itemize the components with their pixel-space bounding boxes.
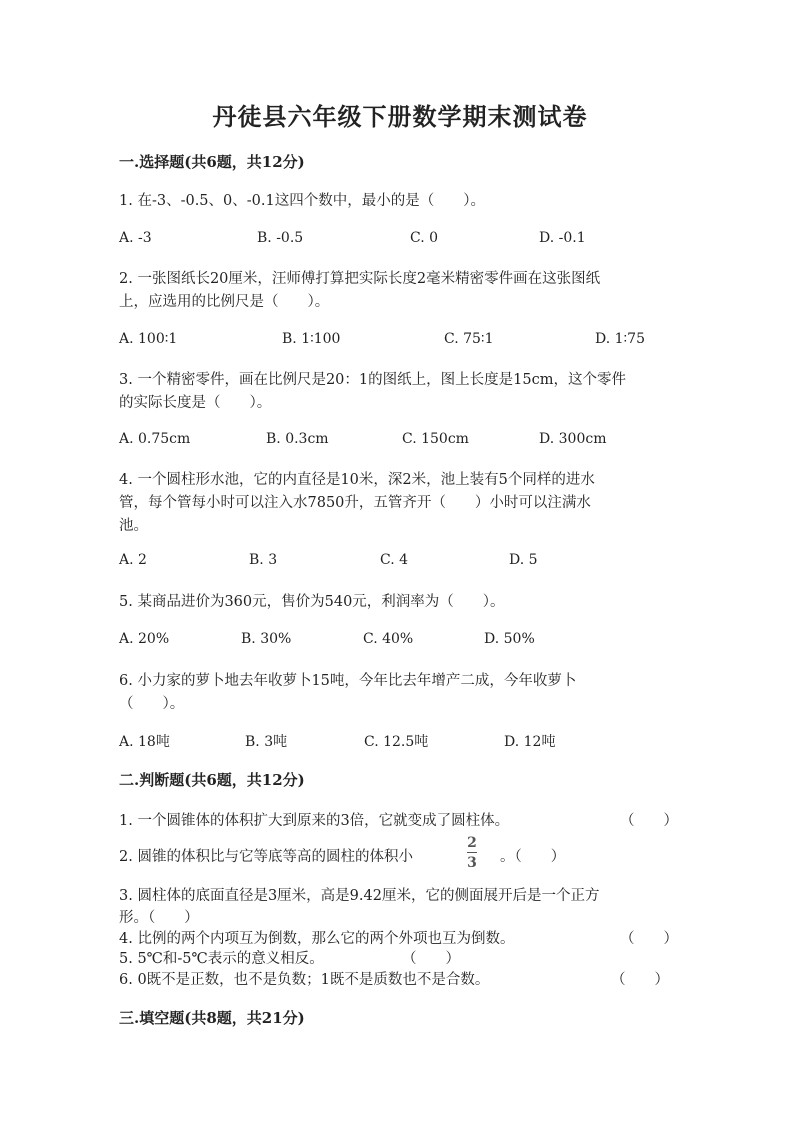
answer-paren: （ ） bbox=[620, 813, 678, 829]
question-text: 上，应选用的比例尺是（ ）。 bbox=[119, 294, 330, 310]
fraction-bar bbox=[467, 852, 477, 853]
option-b: B. -0.5 bbox=[257, 230, 304, 246]
fraction bbox=[467, 836, 477, 870]
question-text: 的实际长度是（ ）。 bbox=[119, 395, 272, 411]
answer-paren: （ ） bbox=[402, 951, 460, 967]
option-a: A. 18吨 bbox=[119, 734, 170, 750]
statement-text: 2. 圆锥的体积比与它等底等高的圆柱的体积小 bbox=[119, 849, 413, 865]
option-d: D. 300cm bbox=[539, 431, 607, 447]
option-a: A. 20% bbox=[119, 631, 170, 647]
option-a: A. 100∶1 bbox=[119, 331, 178, 347]
section-heading-fill: 三.填空题(共8题，共21分) bbox=[119, 1009, 305, 1027]
question-text: （ ）。 bbox=[119, 696, 185, 712]
option-b: B. 0.3cm bbox=[266, 431, 329, 447]
fraction-denominator: 3 bbox=[467, 855, 477, 871]
statement-text: 4. 比例的两个内项互为倒数，那么它的两个外项也互为倒数。 bbox=[119, 931, 515, 947]
section-heading-judgement: 二.判断题(共6题，共12分) bbox=[119, 771, 305, 789]
option-d: D. 5 bbox=[509, 552, 538, 568]
question-text: 6. 小力家的萝卜地去年收萝卜15吨，今年比去年增产二成，今年收萝卜 bbox=[119, 673, 577, 689]
page-title: 丹徒县六年级下册数学期末测试卷 bbox=[212, 102, 588, 131]
option-c: C. 150cm bbox=[402, 431, 469, 447]
question-text: 5. 某商品进价为360元，售价为540元，利润率为（ ）。 bbox=[119, 594, 505, 610]
question-text: 4. 一个圆柱形水池，它的内直径是10米，深2米，池上装有5个同样的进水 bbox=[119, 472, 595, 488]
option-d: D. 50% bbox=[484, 631, 535, 647]
option-a: A. 0.75cm bbox=[119, 431, 191, 447]
statement-text: 5. 5℃和-5℃表示的意义相反。 bbox=[119, 951, 324, 967]
question-text: 3. 一个精密零件，画在比例尺是20：1的图纸上，图上长度是15cm，这个零件 bbox=[119, 372, 626, 388]
option-b: B. 30% bbox=[241, 631, 292, 647]
question-text: 池。 bbox=[119, 518, 148, 534]
answer-paren: （ ） bbox=[620, 931, 678, 947]
answer-paren: （ ） bbox=[611, 972, 669, 988]
answer-paren: 。（ ） bbox=[500, 849, 566, 865]
option-a: A. 2 bbox=[119, 552, 147, 568]
option-b: B. 3 bbox=[249, 552, 278, 568]
option-d: D. -0.1 bbox=[539, 230, 586, 246]
option-c: C. 40% bbox=[363, 631, 414, 647]
section-heading-choice: 一.选择题(共6题，共12分) bbox=[119, 153, 305, 171]
statement-text: 1. 一个圆锥体的体积扩大到原来的3倍，它就变成了圆柱体。 bbox=[119, 813, 510, 829]
option-a: A. -3 bbox=[119, 230, 152, 246]
statement-text: 3. 圆柱体的底面直径是3厘米，高是9.42厘米，它的侧面展开后是一个正方 bbox=[119, 888, 600, 904]
option-b: B. 1∶100 bbox=[282, 331, 341, 347]
option-b: B. 3吨 bbox=[245, 734, 288, 750]
question-text: 1. 在-3、-0.5、0、-0.1这四个数中，最小的是（ ）。 bbox=[119, 193, 485, 209]
statement-text: 形。（ ） bbox=[119, 910, 199, 926]
option-d: D. 12吨 bbox=[504, 734, 556, 750]
question-text: 2. 一张图纸长20厘米，汪师傅打算把实际长度2毫米精密零件画在这张图纸 bbox=[119, 271, 601, 287]
option-c: C. 0 bbox=[410, 230, 439, 246]
option-c: C. 75∶1 bbox=[444, 331, 494, 347]
fraction-numerator: 2 bbox=[467, 835, 477, 851]
option-d: D. 1∶75 bbox=[595, 331, 645, 347]
option-c: C. 4 bbox=[380, 552, 409, 568]
question-text: 管，每个管每小时可以注入水7850升，五管齐开（ ）小时可以注满水 bbox=[119, 495, 591, 511]
option-c: C. 12.5吨 bbox=[364, 734, 429, 750]
statement-text: 6. 0既不是正数，也不是负数；1既不是质数也不是合数。 bbox=[119, 972, 490, 988]
